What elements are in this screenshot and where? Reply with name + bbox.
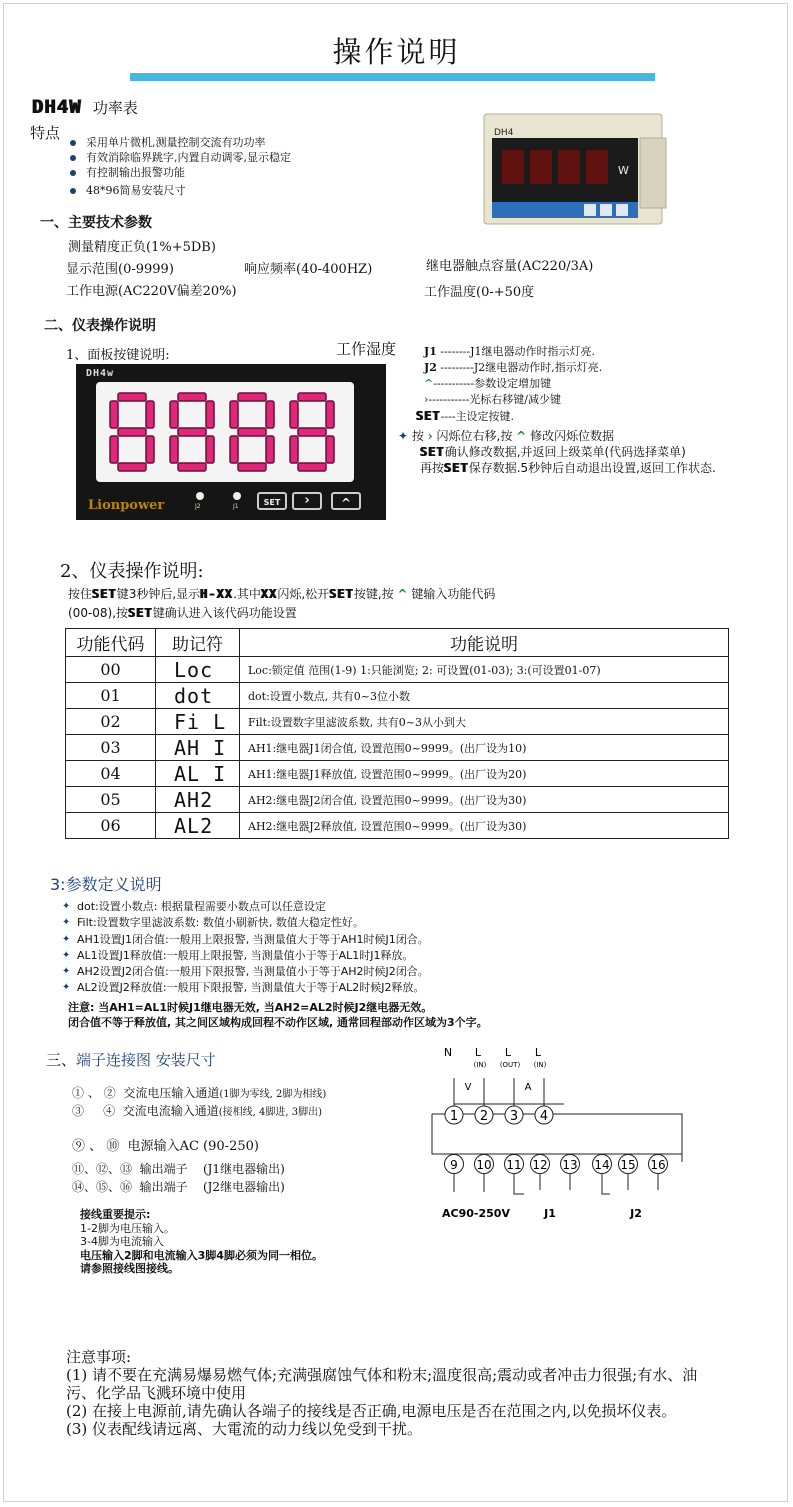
param-item: ✦ AL2设置J2释放值:一般用下限报警, 当测量值大于等于AL2时候J2释放。 (62, 980, 762, 996)
tip-line: 3-4脚为电流输入 (80, 1235, 164, 1248)
op-line-1: 按住SET键3秒钟后,显示H-XX.其中XX闪烁,松开SET按键,按 ^ 键输入功能代码 (68, 587, 496, 601)
cell-description: AH1:继电器J1闭合值, 设置范围0~9999。(出厂设为10) (240, 735, 729, 761)
product-photo (480, 108, 670, 228)
mnemonic-text: Fi L (174, 709, 227, 734)
table-row (66, 657, 729, 683)
mnemonic-text: dot (174, 683, 214, 708)
segment (118, 393, 146, 401)
cell-description: AH2:继电器J2闭合值, 设置范围0~9999。(出厂设为30) (240, 787, 729, 813)
legend-right: ›-----------光标右移键/减少键 (424, 393, 562, 406)
table-row (66, 683, 729, 709)
humidity-label: 工作湿度 (336, 340, 397, 358)
segment (146, 401, 154, 428)
cell-code: 04 (66, 761, 156, 787)
terminal-number: 16 (650, 1158, 666, 1172)
cell-mnemonic (156, 709, 240, 735)
terminal-desc-5: ⑭、⑮、⑯ 输出端子 (J2继电器输出) (72, 1180, 285, 1194)
tip-line: 请参照接线图接线。 (80, 1262, 179, 1275)
cell-description: AH1:继电器J1释放值, 设置范围0~9999。(出厂设为20) (240, 761, 729, 787)
set-button[interactable]: SET (257, 492, 287, 510)
page-title: 操作说明 (332, 35, 461, 69)
segment (178, 428, 206, 436)
op-line-2: (00-08),按SET键确认进入该代码功能设置 (68, 606, 297, 620)
cell-code: 01 (66, 683, 156, 709)
notes-heading: 注意事项: (66, 1348, 132, 1366)
instr-line-1: ✦ 按 › 闪烁位右移,按 ^ 修改闪烁位数据 (398, 429, 615, 443)
legend-up: ^-----------参数设定增加键 (424, 377, 552, 390)
terminal-top-label: L (504, 1046, 512, 1059)
header-code: 功能代码 (66, 629, 156, 657)
model-name: DH4W (32, 96, 82, 118)
spec-display-range: 显示范围(0-9999) (66, 262, 174, 277)
feature-item: 48*96简易安装尺寸 (66, 183, 396, 198)
panel-instructions (398, 428, 742, 476)
note-line: (1) 请不要在充满易爆易燃气体;充满强腐蚀气体和粉末;溫度很高;震动或者冲击力很强;有水、油污、化学品飞溅环境中使用 (66, 1366, 698, 1402)
panel-subheading: 1、面板按键说明: (66, 348, 170, 363)
title-underline (130, 73, 655, 81)
terminal-desc-3: ⑨ 、 ⑩ 电源输入AC (90-250) (72, 1139, 259, 1154)
photo-unit: W (618, 164, 629, 177)
photo-model: DH4 (494, 128, 514, 138)
terminal-number: 11 (506, 1158, 522, 1172)
tip-line: 1-2脚为电压输入。 (80, 1221, 175, 1235)
wiring-diagram (430, 1042, 690, 1222)
panel-display (96, 382, 354, 482)
features-list (66, 135, 396, 198)
brand (32, 96, 138, 118)
legend-j2: J2 ---------J2继电器动作时,指示灯亮. (424, 361, 603, 374)
terminal-number: 2 (479, 1109, 489, 1124)
segment (238, 393, 266, 401)
header-mnemonic: 助记符 (156, 629, 240, 657)
terminal-number: 1 (449, 1109, 459, 1124)
spec-relay-capacity: 继电器触点容量(AC220/3A) (426, 259, 594, 274)
mnemonic-text: AL2 (174, 813, 214, 838)
led-j1-label: J1 (233, 503, 239, 510)
terminal-number: 12 (532, 1158, 548, 1172)
segment (238, 463, 266, 471)
cell-code: 06 (66, 813, 156, 839)
cell-code: 03 (66, 735, 156, 761)
segment (118, 463, 146, 471)
segment (290, 401, 298, 428)
cell-description: Filt:设置数字里滤波系数, 共有0~3从小到大 (240, 709, 729, 735)
table-row (66, 709, 729, 735)
spec-accuracy: 测量精度正负(1%+5DB) (68, 240, 216, 255)
cell-code: 05 (66, 787, 156, 813)
terminal-top-sublabel: (IN) (533, 1061, 547, 1069)
segment (238, 428, 266, 436)
terminal-desc-4: ⑪、⑫、⑬ 输出端子 (J1继电器输出) (72, 1162, 285, 1176)
instr-line-2: SET确认修改数据,并返回上级菜单(代码选择菜单) (420, 445, 686, 459)
terminal-desc-2: ③ ④ 交流电流输入通道(接相线, 4脚进, 3脚出) (72, 1104, 323, 1118)
panel-brand: Lionpower (88, 498, 165, 513)
segment (178, 393, 206, 401)
terminal-top-label: L (474, 1046, 482, 1059)
terminal-number: 14 (594, 1158, 610, 1172)
segment-digits (96, 382, 354, 482)
feature-item: 采用单片微机,测量控制交流有功功率 (66, 135, 396, 150)
segment (266, 401, 274, 428)
table-row (66, 761, 729, 787)
table-row (66, 735, 729, 761)
param-item: ✦ AH1设置J1闭合值:一般用上限报警, 当测量值大于等于AH1时候J1闭合。 (62, 932, 762, 948)
feature-item: 有效消除临界跳字,内置自动调零,显示稳定 (66, 150, 396, 165)
tip-line: 接线重要提示: (80, 1208, 151, 1221)
segment (290, 436, 298, 463)
relay-j2-label: J2 (630, 1207, 642, 1220)
panel-model: DH4w (86, 368, 115, 379)
instr-line-3: 再按SET保存数据.5秒钟后自动退出设置,返回工作状态. (420, 461, 716, 475)
front-panel (76, 364, 386, 520)
terminal-top-label: L (534, 1046, 542, 1059)
segment (298, 393, 326, 401)
cell-mnemonic (156, 813, 240, 839)
note-line: (2) 在接上电源前,请先确认各端子的接线是否正确,电源电压是否在范围之内,以免损坏仪表。 (66, 1402, 677, 1420)
led-j2-label: J2 (195, 503, 201, 510)
mnemonic-text: AL I (174, 761, 227, 786)
cell-mnemonic (156, 761, 240, 787)
led-j2-indicator (196, 492, 204, 500)
mnemonic-text: Loc (174, 657, 214, 682)
power-input-label: AC90-250V (442, 1207, 510, 1220)
terminal-number: 15 (620, 1158, 636, 1172)
cell-description: AH2:继电器J2释放值, 设置范围0~9999。(出厂设为30) (240, 813, 729, 839)
section2-heading: 二、仪表操作说明 (44, 318, 156, 334)
mnemonic-text: AH I (174, 735, 227, 760)
cell-code: 02 (66, 709, 156, 735)
terminal-number: 3 (509, 1109, 519, 1124)
segment (170, 436, 178, 463)
relay-j1-label: J1 (544, 1207, 556, 1220)
note-line: (3) 仪表配线请远离、大電流的动力线以免受到干扰。 (66, 1420, 423, 1438)
terminal-desc-1: ① 、 ② 交流电压输入通道(1脚为零线, 2脚为相线) (72, 1086, 327, 1100)
up-button[interactable]: ^ (331, 492, 361, 510)
terminal-top-label: N (443, 1046, 453, 1059)
right-button[interactable]: › (292, 492, 322, 510)
cell-mnemonic (156, 787, 240, 813)
segment (298, 428, 326, 436)
terminal-top-sublabel: (OUT) (499, 1061, 521, 1069)
segment (206, 436, 214, 463)
param-note-1: 注意: 当AH1=AL1时候J1继电器无效, 当AH2=AL2时候J2继电器无效。 (68, 1001, 433, 1014)
segment (326, 401, 334, 428)
key-legend (416, 344, 744, 425)
param-note-2: 闭合值不等于释放值, 其之间区域构成回程不动作区域, 通常回程部动作区域为3个字。 (68, 1016, 488, 1029)
current-label: A (524, 1082, 532, 1093)
function-code-table (65, 628, 729, 839)
segment (230, 401, 238, 428)
tip-line: 电压输入2脚和电流输入3脚4脚必须为同一相位。 (80, 1248, 323, 1262)
segment (110, 436, 118, 463)
terminal-number: 10 (476, 1158, 492, 1172)
table-header-row (66, 629, 729, 657)
param-notes (68, 1000, 488, 1030)
cell-code: 00 (66, 657, 156, 683)
wiring-tips (80, 1208, 323, 1276)
segment (118, 428, 146, 436)
section3-heading: 2、仪表操作说明: (60, 561, 204, 582)
segment (266, 436, 274, 463)
legend-j1: J1 --------J1继电器动作时指示灯亮. (424, 345, 595, 358)
segment (146, 436, 154, 463)
param-item: ✦ AL1设置J1释放值:一般用上限报警, 当测量值小于等于AL1时J1释放。 (62, 948, 762, 964)
mnemonic-text: AH2 (174, 787, 214, 812)
feature-item: 有控制输出报警功能 (66, 165, 396, 180)
cell-mnemonic (156, 657, 240, 683)
spec-response-freq: 响应频率(40-400HZ) (244, 262, 373, 277)
voltage-label: V (464, 1082, 472, 1093)
features-label: 特点 (30, 124, 61, 142)
segment (298, 463, 326, 471)
section5-heading: 三、端子连接图 安装尺寸 (46, 1051, 216, 1069)
cell-mnemonic (156, 735, 240, 761)
terminal-number: 4 (539, 1109, 549, 1124)
param-item: ✦ dot:设置小数点: 根据量程需要小数点可以任意设定 (62, 899, 762, 915)
wiring-diagram-svg (430, 1042, 690, 1222)
product-name: 功率表 (92, 99, 138, 117)
notes-body (66, 1366, 726, 1438)
section4-heading: 3:参数定义说明 (50, 875, 162, 894)
terminal-number: 9 (450, 1158, 458, 1172)
segment (206, 401, 214, 428)
header-description: 功能说明 (240, 629, 729, 657)
section1-heading: 一、主要技术参数 (40, 215, 152, 231)
segment (230, 436, 238, 463)
table-row (66, 813, 729, 839)
cell-description: Loc:锁定值 范围(1-9) 1:只能浏览; 2: 可设置(01-03); 3:(可设置01-07) (240, 657, 729, 683)
segment (326, 436, 334, 463)
operation-paragraph (68, 585, 748, 623)
segment (110, 401, 118, 428)
param-definitions (62, 899, 762, 997)
param-item: ✦ AH2设置J2闭合值:一般用下限报警, 当测量值小于等于AH2时候J2闭合。 (62, 964, 762, 980)
led-j1-indicator (233, 492, 241, 500)
legend-set: SET----主设定按键. (416, 409, 515, 423)
param-item: ✦ Filt:设置数字里滤波系数: 数值小刷新快, 数值大稳定性好。 (62, 915, 762, 931)
spec-work-temp: 工作温度(0-+50度 (424, 285, 535, 300)
segment (170, 401, 178, 428)
cell-description: dot:设置小数点, 共有0~3位小数 (240, 683, 729, 709)
terminal-number: 13 (562, 1158, 578, 1172)
segment (178, 463, 206, 471)
cell-mnemonic (156, 683, 240, 709)
table-row (66, 787, 729, 813)
spec-power-supply: 工作电源(AC220V偏差20%) (66, 284, 237, 299)
terminal-top-sublabel: (IN) (473, 1061, 487, 1069)
